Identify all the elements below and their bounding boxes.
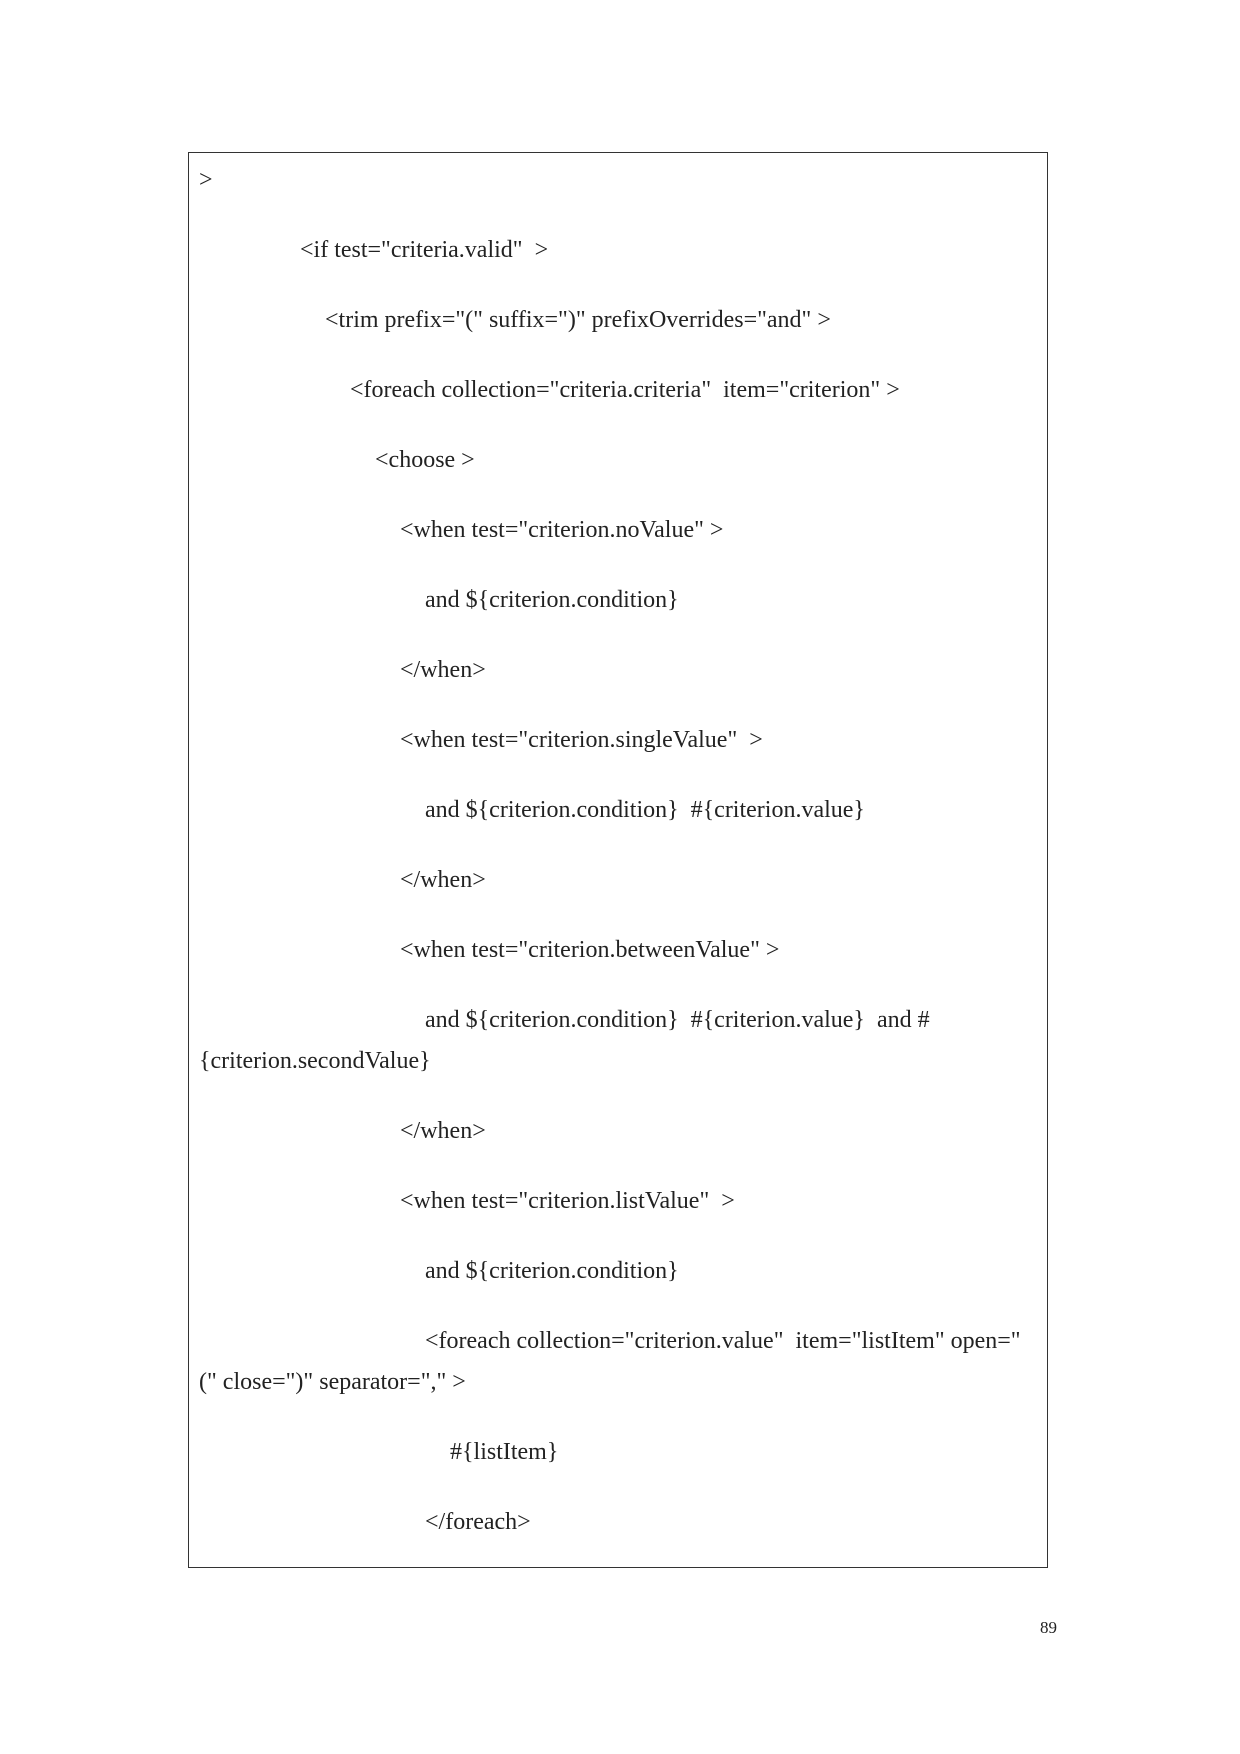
- code-line: and ${criterion.condition}: [425, 587, 679, 613]
- code-line: <trim prefix="(" suffix=")" prefixOverrides="and" >: [325, 307, 831, 333]
- page-number: 89: [1040, 1618, 1057, 1637]
- code-line: </foreach>: [425, 1509, 531, 1535]
- code-line: <when test="criterion.singleValue" >: [400, 727, 763, 753]
- code-line: <foreach collection="criteria.criteria" item="criterion" >: [350, 377, 900, 403]
- code-line: <when test="criterion.betweenValue" >: [400, 937, 780, 963]
- code-line: and ${criterion.condition} #{criterion.value}: [425, 797, 865, 823]
- code-line: and ${criterion.condition} #{criterion.value} and #{criterion.secondValue}: [199, 1007, 930, 1074]
- code-line: <choose >: [375, 447, 475, 473]
- code-line: <foreach collection="criterion.value" item="listItem" open="(" close=")" separator="," >: [199, 1328, 1021, 1395]
- code-line: <when test="criterion.noValue" >: [400, 517, 724, 543]
- code-line: #{listItem}: [450, 1439, 559, 1465]
- code-line: <when test="criterion.listValue" >: [400, 1188, 735, 1214]
- code-line: </when>: [400, 1118, 486, 1144]
- code-line: <if test="criteria.valid" >: [300, 237, 549, 263]
- code-listing-box: [188, 152, 1048, 1568]
- code-line: </when>: [400, 657, 486, 683]
- code-line: and ${criterion.condition}: [425, 1258, 679, 1284]
- code-line: >: [199, 167, 213, 193]
- code-line: </when>: [400, 867, 486, 893]
